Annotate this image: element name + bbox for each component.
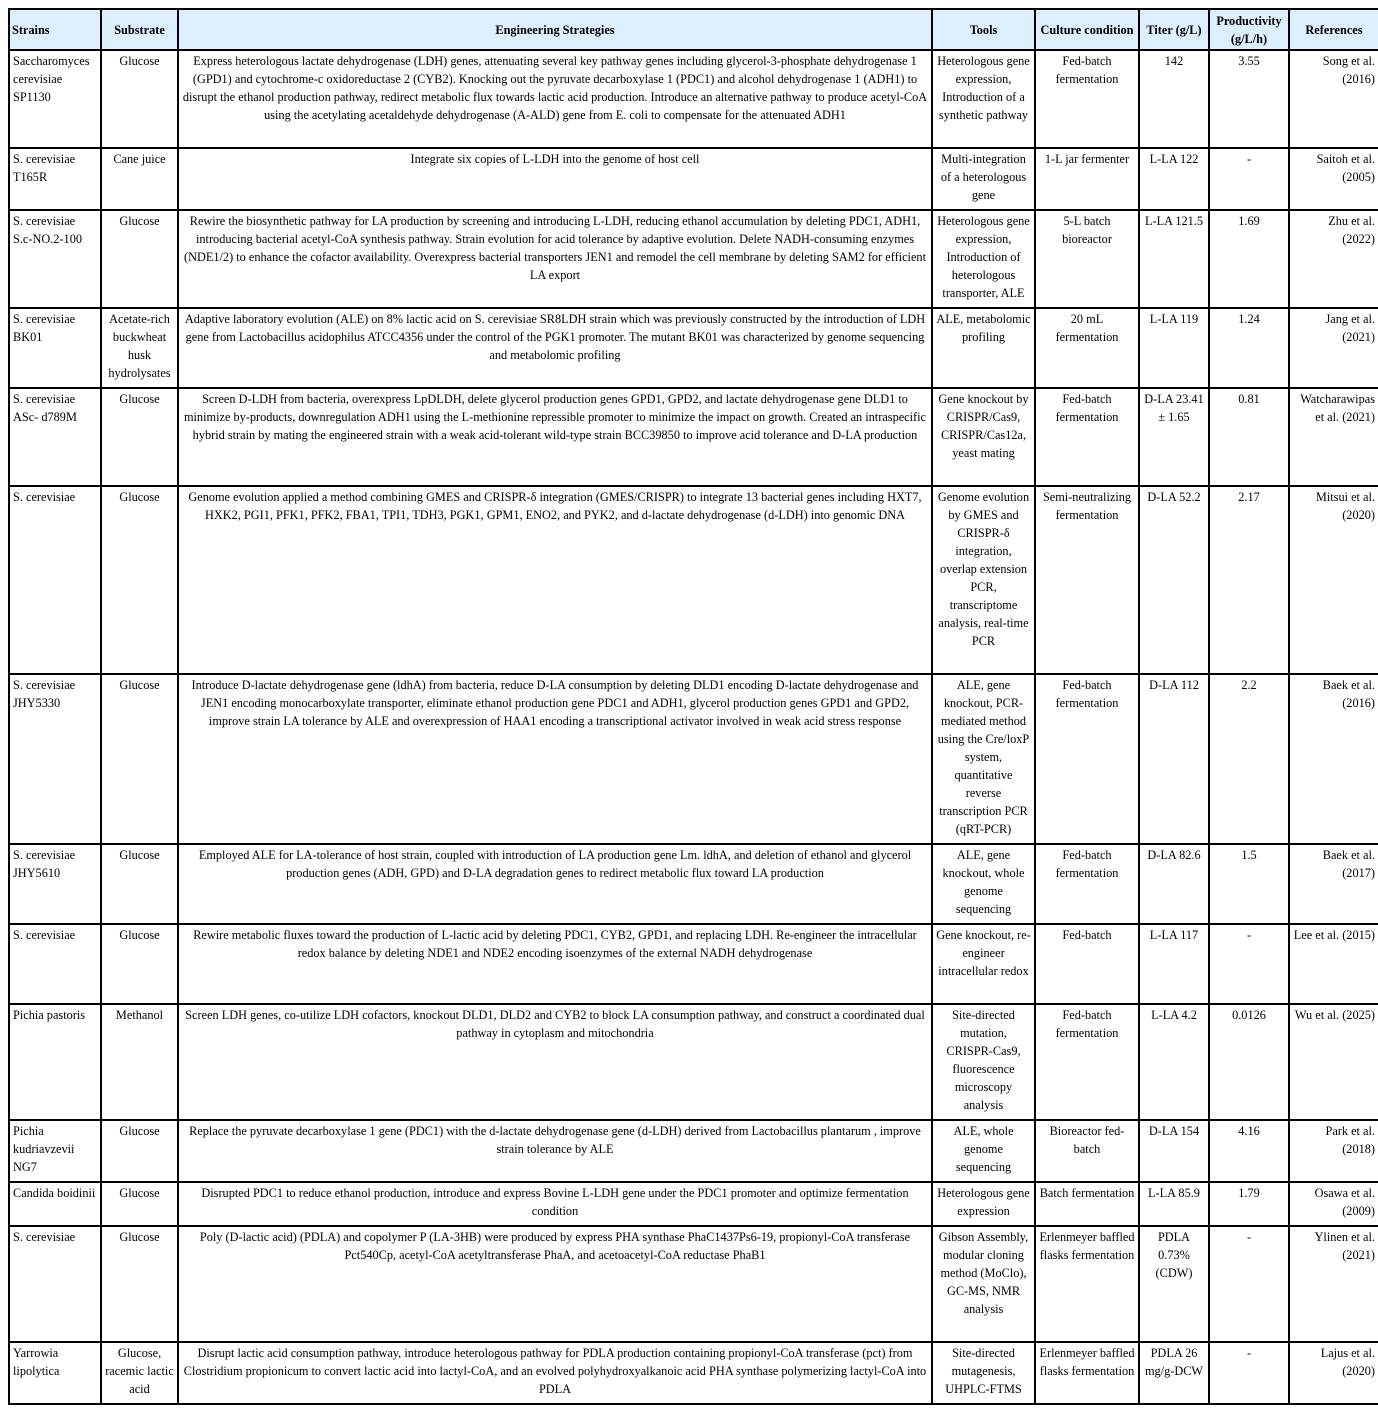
tools-cell: Multi-integration of a heterologous gene	[932, 148, 1035, 210]
substrate-cell: Cane juice	[101, 148, 178, 210]
strain-cell: S. cerevisiae S.c-NO.2-100	[9, 210, 101, 308]
reference-cell: Lajus et al. (2020)	[1289, 1342, 1378, 1404]
table-row	[9, 148, 1378, 210]
tools-cell: Gibson Assembly, modular cloning method (MoClo), GC-MS, NMR analysis	[932, 1226, 1035, 1342]
table-row	[9, 924, 1378, 1004]
header-engineering-strategies: Engineering Strategies	[178, 9, 932, 50]
reference-cell: Watcharawipas et al. (2021)	[1289, 388, 1378, 486]
table-row	[9, 388, 1378, 486]
substrate-cell: Glucose	[101, 1226, 178, 1342]
strain-cell: Saccharomyces cerevisiae SP1130	[9, 50, 101, 148]
substrate-cell: Acetate-rich buckwheat husk hydrolysates	[101, 308, 178, 388]
table-row	[9, 674, 1378, 844]
reference-cell: Baek et al. (2016)	[1289, 674, 1378, 844]
culture-cell: 1-L jar fermenter	[1035, 148, 1139, 210]
header-tools: Tools	[932, 9, 1035, 50]
titer-cell: D-LA 154	[1139, 1120, 1209, 1182]
table-row	[9, 1120, 1378, 1182]
substrate-cell: Glucose	[101, 486, 178, 674]
header-titer: Titer (g/L)	[1139, 9, 1209, 50]
productivity-cell: 2.2	[1209, 674, 1289, 844]
substrate-cell: Glucose	[101, 1182, 178, 1226]
productivity-cell: -	[1209, 924, 1289, 1004]
tools-cell: ALE, gene knockout, PCR-mediated method using the Cre/loxP system, quantitative reverse transcription PCR (qRT-PCR)	[932, 674, 1035, 844]
titer-cell: PDLA 26 mg/g-DCW	[1139, 1342, 1209, 1404]
titer-cell: D-LA 112	[1139, 674, 1209, 844]
substrate-cell: Glucose	[101, 50, 178, 148]
strategy-cell: Genome evolution applied a method combining GMES and CRISPR-δ integration (GMES/CRISPR) to integrate 13 bacterial genes including HXT7, HXK2, PGI1, PFK1, PFK2, FBA1, TPI1, TDH3, PGK1, GPM1, ENO2, and PYK2, and d-lactate dehydrogenase (d-LDH) into genomic DNA	[178, 486, 932, 674]
table-row	[9, 50, 1378, 148]
culture-cell: Fed-batch fermentation	[1035, 1004, 1139, 1120]
strain-cell: Candida boidinii	[9, 1182, 101, 1226]
culture-cell: 20 mL fermentation	[1035, 308, 1139, 388]
header-references: References	[1289, 9, 1378, 50]
tools-cell: Site-directed mutation, CRISPR-Cas9, fluorescence microscopy analysis	[932, 1004, 1035, 1120]
table-row	[9, 1342, 1378, 1404]
table-row	[9, 486, 1378, 674]
substrate-cell: Glucose	[101, 1120, 178, 1182]
strategy-cell: Rewire the biosynthetic pathway for LA production by screening and introducing L-LDH, reducing ethanol accumulation by deleting PDC1, ADH1, introducing bacterial acetyl-CoA synthesis pathway. Strain evolution for acid tolerance by adaptive evolution. Delete NADH-consuming enzymes (NDE1/2) to enhance the cofactor availability. Overexpress bacterial transporters JEN1 and remodel the cell membrane by deleting SAM2 for efficient LA export	[178, 210, 932, 308]
tools-cell: Heterologous gene expression, Introduction of heterologous transporter, ALE	[932, 210, 1035, 308]
strain-cell: S. cerevisiae	[9, 1226, 101, 1342]
substrate-cell: Glucose	[101, 674, 178, 844]
substrate-cell: Glucose	[101, 210, 178, 308]
strain-cell: S. cerevisiae	[9, 486, 101, 674]
tools-cell: ALE, whole genome sequencing	[932, 1120, 1035, 1182]
culture-cell: Erlenmeyer baffled flasks fermentation	[1035, 1342, 1139, 1404]
titer-cell: D-LA 23.41 ± 1.65	[1139, 388, 1209, 486]
titer-cell: L-LA 122	[1139, 148, 1209, 210]
substrate-cell: Glucose, racemic lactic acid	[101, 1342, 178, 1404]
titer-cell: PDLA 0.73% (CDW)	[1139, 1226, 1209, 1342]
titer-cell: D-LA 52.2	[1139, 486, 1209, 674]
culture-cell: Fed-batch fermentation	[1035, 844, 1139, 924]
strain-cell: Yarrowia lipolytica	[9, 1342, 101, 1404]
strategy-cell: Rewire metabolic fluxes toward the production of L-lactic acid by deleting PDC1, CYB2, GPD1, and replacing LDH. Re-engineer the intracellular redox balance by deleting NDE1 and NDE2 encoding isoenzymes of the external NADH dehydrogenase	[178, 924, 932, 1004]
productivity-cell: -	[1209, 1342, 1289, 1404]
culture-cell: Batch fermentation	[1035, 1182, 1139, 1226]
strain-cell: S. cerevisiae JHY5330	[9, 674, 101, 844]
tools-cell: Gene knockout, re-engineer intracellular redox	[932, 924, 1035, 1004]
titer-cell: 142	[1139, 50, 1209, 148]
productivity-cell: 3.55	[1209, 50, 1289, 148]
substrate-cell: Glucose	[101, 844, 178, 924]
table-row	[9, 1226, 1378, 1342]
productivity-cell: 1.69	[1209, 210, 1289, 308]
lactic-acid-strains-table	[8, 8, 1378, 1405]
strategy-cell: Express heterologous lactate dehydrogenase (LDH) genes, attenuating several key pathway genes including glycerol-3-phosphate dehydrogenase 1 (GPD1) and cytochrome-c oxidoreductase 2 (CYB2). Knocking out the pyruvate decarboxylase 1 (PDC1) and alcohol dehydrogenase 1 (ADH1) to disrupt the ethanol production pathway, redirect metabolic flux towards lactic acid production. Introduce an alternative pathway to produce acetyl-CoA using the acetylating acetaldehyde dehydrogenase (A-ALD) gene from E. coli to compensate for the attenuated ADH1	[178, 50, 932, 148]
table-row	[9, 210, 1378, 308]
reference-cell: Park et al. (2018)	[1289, 1120, 1378, 1182]
productivity-cell: -	[1209, 148, 1289, 210]
strategy-cell: Employed ALE for LA-tolerance of host strain, coupled with introduction of LA production gene Lm. ldhA, and deletion of ethanol and glycerol production genes (ADH, GPD) and D-LA degradation genes to redirect metabolic flux toward LA production	[178, 844, 932, 924]
titer-cell: L-LA 117	[1139, 924, 1209, 1004]
culture-cell: Fed-batch	[1035, 924, 1139, 1004]
culture-cell: 5-L batch bioreactor	[1035, 210, 1139, 308]
tools-cell: Gene knockout by CRISPR/Cas9, CRISPR/Cas12a, yeast mating	[932, 388, 1035, 486]
strain-cell: S. cerevisiae JHY5610	[9, 844, 101, 924]
header-productivity: Productivity (g/L/h)	[1209, 9, 1289, 50]
productivity-cell: -	[1209, 1226, 1289, 1342]
strategy-cell: Disrupted PDC1 to reduce ethanol production, introduce and express Bovine L-LDH gene under the PDC1 promoter and optimize fermentation condition	[178, 1182, 932, 1226]
culture-cell: Bioreactor fed-batch	[1035, 1120, 1139, 1182]
productivity-cell: 0.81	[1209, 388, 1289, 486]
reference-cell: Mitsui et al. (2020)	[1289, 486, 1378, 674]
culture-cell: Fed-batch fermentation	[1035, 388, 1139, 486]
culture-cell: Fed-batch fermentation	[1035, 674, 1139, 844]
strategy-cell: Screen LDH genes, co-utilize LDH cofactors, knockout DLD1, DLD2 and CYB2 to block LA consumption pathway, and construct a coordinated dual pathway in cytoplasm and mitochondria	[178, 1004, 932, 1120]
substrate-cell: Glucose	[101, 388, 178, 486]
titer-cell: L-LA 119	[1139, 308, 1209, 388]
header-substrate: Substrate	[101, 9, 178, 50]
strategy-cell: Disrupt lactic acid consumption pathway, introduce heterologous pathway for PDLA production containing propionyl-CoA transferase (pct) from Clostridium propionicum to convert lactic acid into lactyl-CoA, and an evolved polyhydroxyalkanoic acid PHA synthase polymerizing lactyl-CoA into PDLA	[178, 1342, 932, 1404]
strategy-cell: Introduce D-lactate dehydrogenase gene (ldhA) from bacteria, reduce D-LA consumption by deleting DLD1 encoding D-lactate dehydrogenase and JEN1 encoding monocarboxylate transporter, eliminate ethanol production gene PDC1 and ADH1, glycerol production genes GPD1 and GPD2, improve strain LA tolerance by ALE and overexpression of HAA1 encoding a transcriptional activator involved in weak acid stress response	[178, 674, 932, 844]
substrate-cell: Methanol	[101, 1004, 178, 1120]
reference-cell: Wu et al. (2025)	[1289, 1004, 1378, 1120]
table-container	[8, 8, 1378, 1405]
header-strains: Strains	[9, 9, 101, 50]
titer-cell: L-LA 121.5	[1139, 210, 1209, 308]
productivity-cell: 0.0126	[1209, 1004, 1289, 1120]
strain-cell: Pichia kudriavzevii NG7	[9, 1120, 101, 1182]
tools-cell: ALE, metabolomic profiling	[932, 308, 1035, 388]
strategy-cell: Screen D-LDH from bacteria, overexpress LpDLDH, delete glycerol production genes GPD1, GPD2, and lactate dehydrogenase gene DLD1 to minimize by-products, downregulation ADH1 using the L-methionine repressible promoter to minimize the impact on growth. Created an intraspecific hybrid strain by mating the engineered strain with a weak acid-tolerant wild-type strain BCC39850 to improve acid tolerance and D-LA production	[178, 388, 932, 486]
culture-cell: Fed-batch fermentation	[1035, 50, 1139, 148]
table-row	[9, 1004, 1378, 1120]
titer-cell: L-LA 4.2	[1139, 1004, 1209, 1120]
strain-cell: S. cerevisiae ASc- d789M	[9, 388, 101, 486]
reference-cell: Baek et al. (2017)	[1289, 844, 1378, 924]
productivity-cell: 1.24	[1209, 308, 1289, 388]
culture-cell: Semi-neutralizing fermentation	[1035, 486, 1139, 674]
strategy-cell: Integrate six copies of L-LDH into the genome of host cell	[178, 148, 932, 210]
productivity-cell: 4.16	[1209, 1120, 1289, 1182]
productivity-cell: 1.5	[1209, 844, 1289, 924]
tools-cell: ALE, gene knockout, whole genome sequencing	[932, 844, 1035, 924]
table-row	[9, 844, 1378, 924]
reference-cell: Saitoh et al. (2005)	[1289, 148, 1378, 210]
substrate-cell: Glucose	[101, 924, 178, 1004]
reference-cell: Lee et al. (2015)	[1289, 924, 1378, 1004]
productivity-cell: 1.79	[1209, 1182, 1289, 1226]
strain-cell: S. cerevisiae BK01	[9, 308, 101, 388]
strategy-cell: Poly (D-lactic acid) (PDLA) and copolymer P (LA-3HB) were produced by express PHA synthase PhaC1437Ps6-19, propionyl-CoA transferase Pct540Cp, acetyl-CoA acetyltransferase PhaA, and acetoacetyl-CoA reductase PhaB1	[178, 1226, 932, 1342]
strain-cell: Pichia pastoris	[9, 1004, 101, 1120]
reference-cell: Ylinen et al. (2021)	[1289, 1226, 1378, 1342]
strategy-cell: Replace the pyruvate decarboxylase 1 gene (PDC1) with the d-lactate dehydrogenase gene (d-LDH) derived from Lactobacillus plantarum , improve strain tolerance by ALE	[178, 1120, 932, 1182]
strain-cell: S. cerevisiae T165R	[9, 148, 101, 210]
table-row	[9, 1182, 1378, 1226]
culture-cell: Erlenmeyer baffled flasks fermentation	[1035, 1226, 1139, 1342]
table-row	[9, 308, 1378, 388]
tools-cell: Heterologous gene expression	[932, 1182, 1035, 1226]
titer-cell: L-LA 85.9	[1139, 1182, 1209, 1226]
titer-cell: D-LA 82.6	[1139, 844, 1209, 924]
productivity-cell: 2.17	[1209, 486, 1289, 674]
tools-cell: Site-directed mutagenesis, UHPLC-FTMS	[932, 1342, 1035, 1404]
strain-cell: S. cerevisiae	[9, 924, 101, 1004]
header-row	[9, 9, 1378, 50]
reference-cell: Zhu et al. (2022)	[1289, 210, 1378, 308]
reference-cell: Song et al. (2016)	[1289, 50, 1378, 148]
reference-cell: Osawa et al. (2009)	[1289, 1182, 1378, 1226]
tools-cell: Heterologous gene expression, Introduction of a synthetic pathway	[932, 50, 1035, 148]
header-culture-condition: Culture condition	[1035, 9, 1139, 50]
reference-cell: Jang et al. (2021)	[1289, 308, 1378, 388]
strategy-cell: Adaptive laboratory evolution (ALE) on 8% lactic acid on S. cerevisiae SR8LDH strain which was previously constructed by the introduction of LDH gene from Lactobacillus acidophilus ATCC4356 under the control of the PGK1 promoter. The mutant BK01 was characterized by genome sequencing and metabolomic profiling	[178, 308, 932, 388]
tools-cell: Genome evolution by GMES and CRISPR-δ integration, overlap extension PCR, transcriptome analysis, real-time PCR	[932, 486, 1035, 674]
